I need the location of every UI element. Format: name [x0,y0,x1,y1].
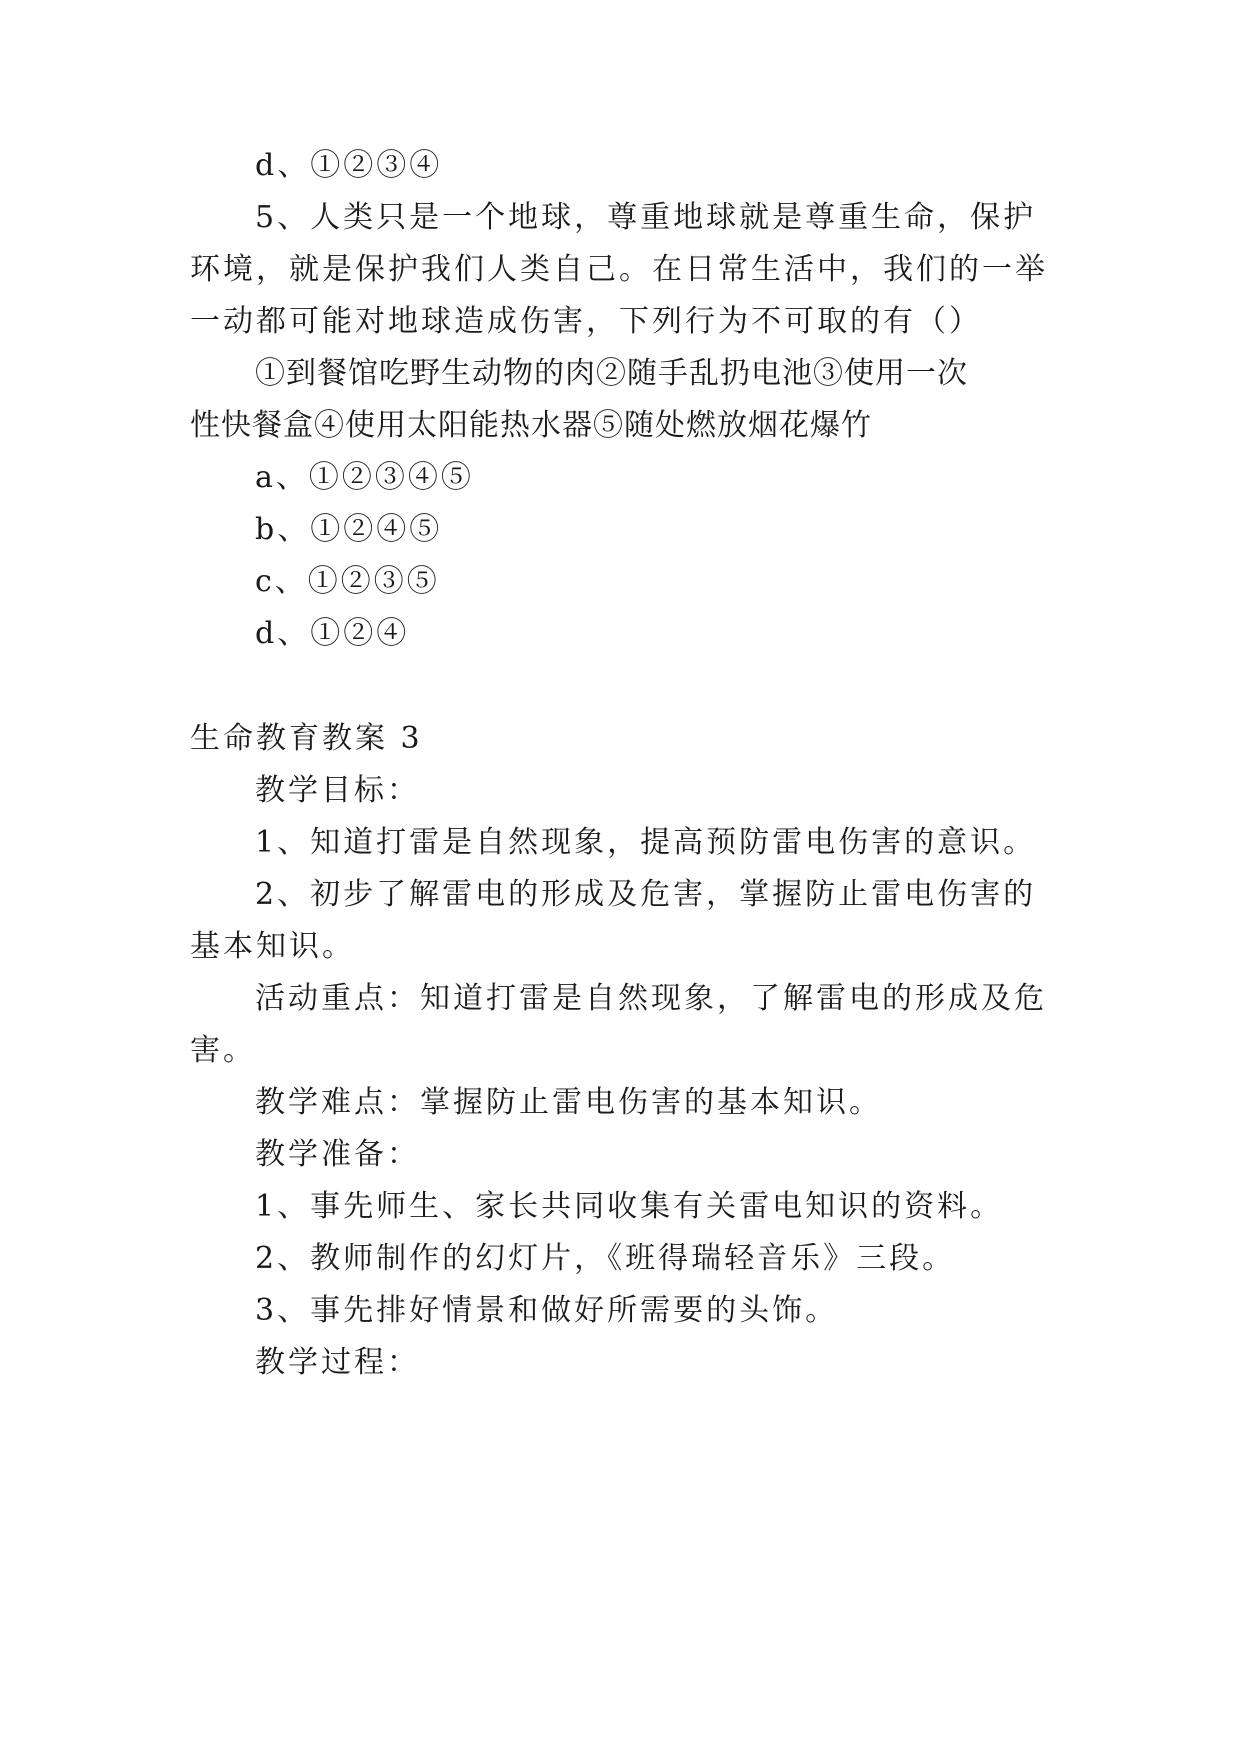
q5-option-a: a、①②③④⑤ [255,460,474,495]
goal-2-line-1: 2、初步了解雷电的形成及危害，掌握防止雷电伤害的 [255,877,1037,912]
q5-option-d: d、①②④ [255,616,410,651]
q5-question-line-1: 5、人类只是一个地球，尊重地球就是尊重生命，保护 [255,200,1037,235]
q5-option-b: b、①②④⑤ [255,512,443,547]
prep-item-2: 2、教师制作的幻灯片，《班得瑞轻音乐》三段。 [255,1241,956,1276]
key-point-line-2: 害。 [190,1033,256,1068]
key-point-line-1: 活动重点：知道打雷是自然现象，了解雷电的形成及危 [255,981,1047,1016]
prep-item-1: 1、事先师生、家长共同收集有关雷电知识的资料。 [255,1189,1004,1224]
prep-heading: 教学准备： [255,1137,420,1172]
prep-item-3: 3、事先排好情景和做好所需要的头饰。 [255,1293,839,1328]
section-title: 生命教育教案 3 [190,721,423,756]
q5-option-c: c、①②③⑤ [255,564,440,599]
q5-items-line-2: 性快餐盒④使用太阳能热水器⑤随处燃放烟花爆竹 [190,408,872,443]
difficulty: 教学难点：掌握防止雷电伤害的基本知识。 [255,1085,882,1120]
q5-items-line-1: ①到餐馆吃野生动物的肉②随手乱扔电池③使用一次 [255,356,968,391]
goal-1: 1、知道打雷是自然现象，提高预防雷电伤害的意识。 [255,825,1037,860]
goal-2-line-2: 基本知识。 [190,929,355,964]
process-heading: 教学过程： [255,1345,420,1380]
goals-heading: 教学目标： [255,773,420,808]
q4-option-d: d、①②③④ [255,148,443,183]
q5-question-line-2: 环境，就是保护我们人类自己。在日常生活中，我们的一举 [190,252,1048,287]
q5-question-line-3: 一动都可能对地球造成伤害，下列行为不可取的有（） [190,304,982,339]
